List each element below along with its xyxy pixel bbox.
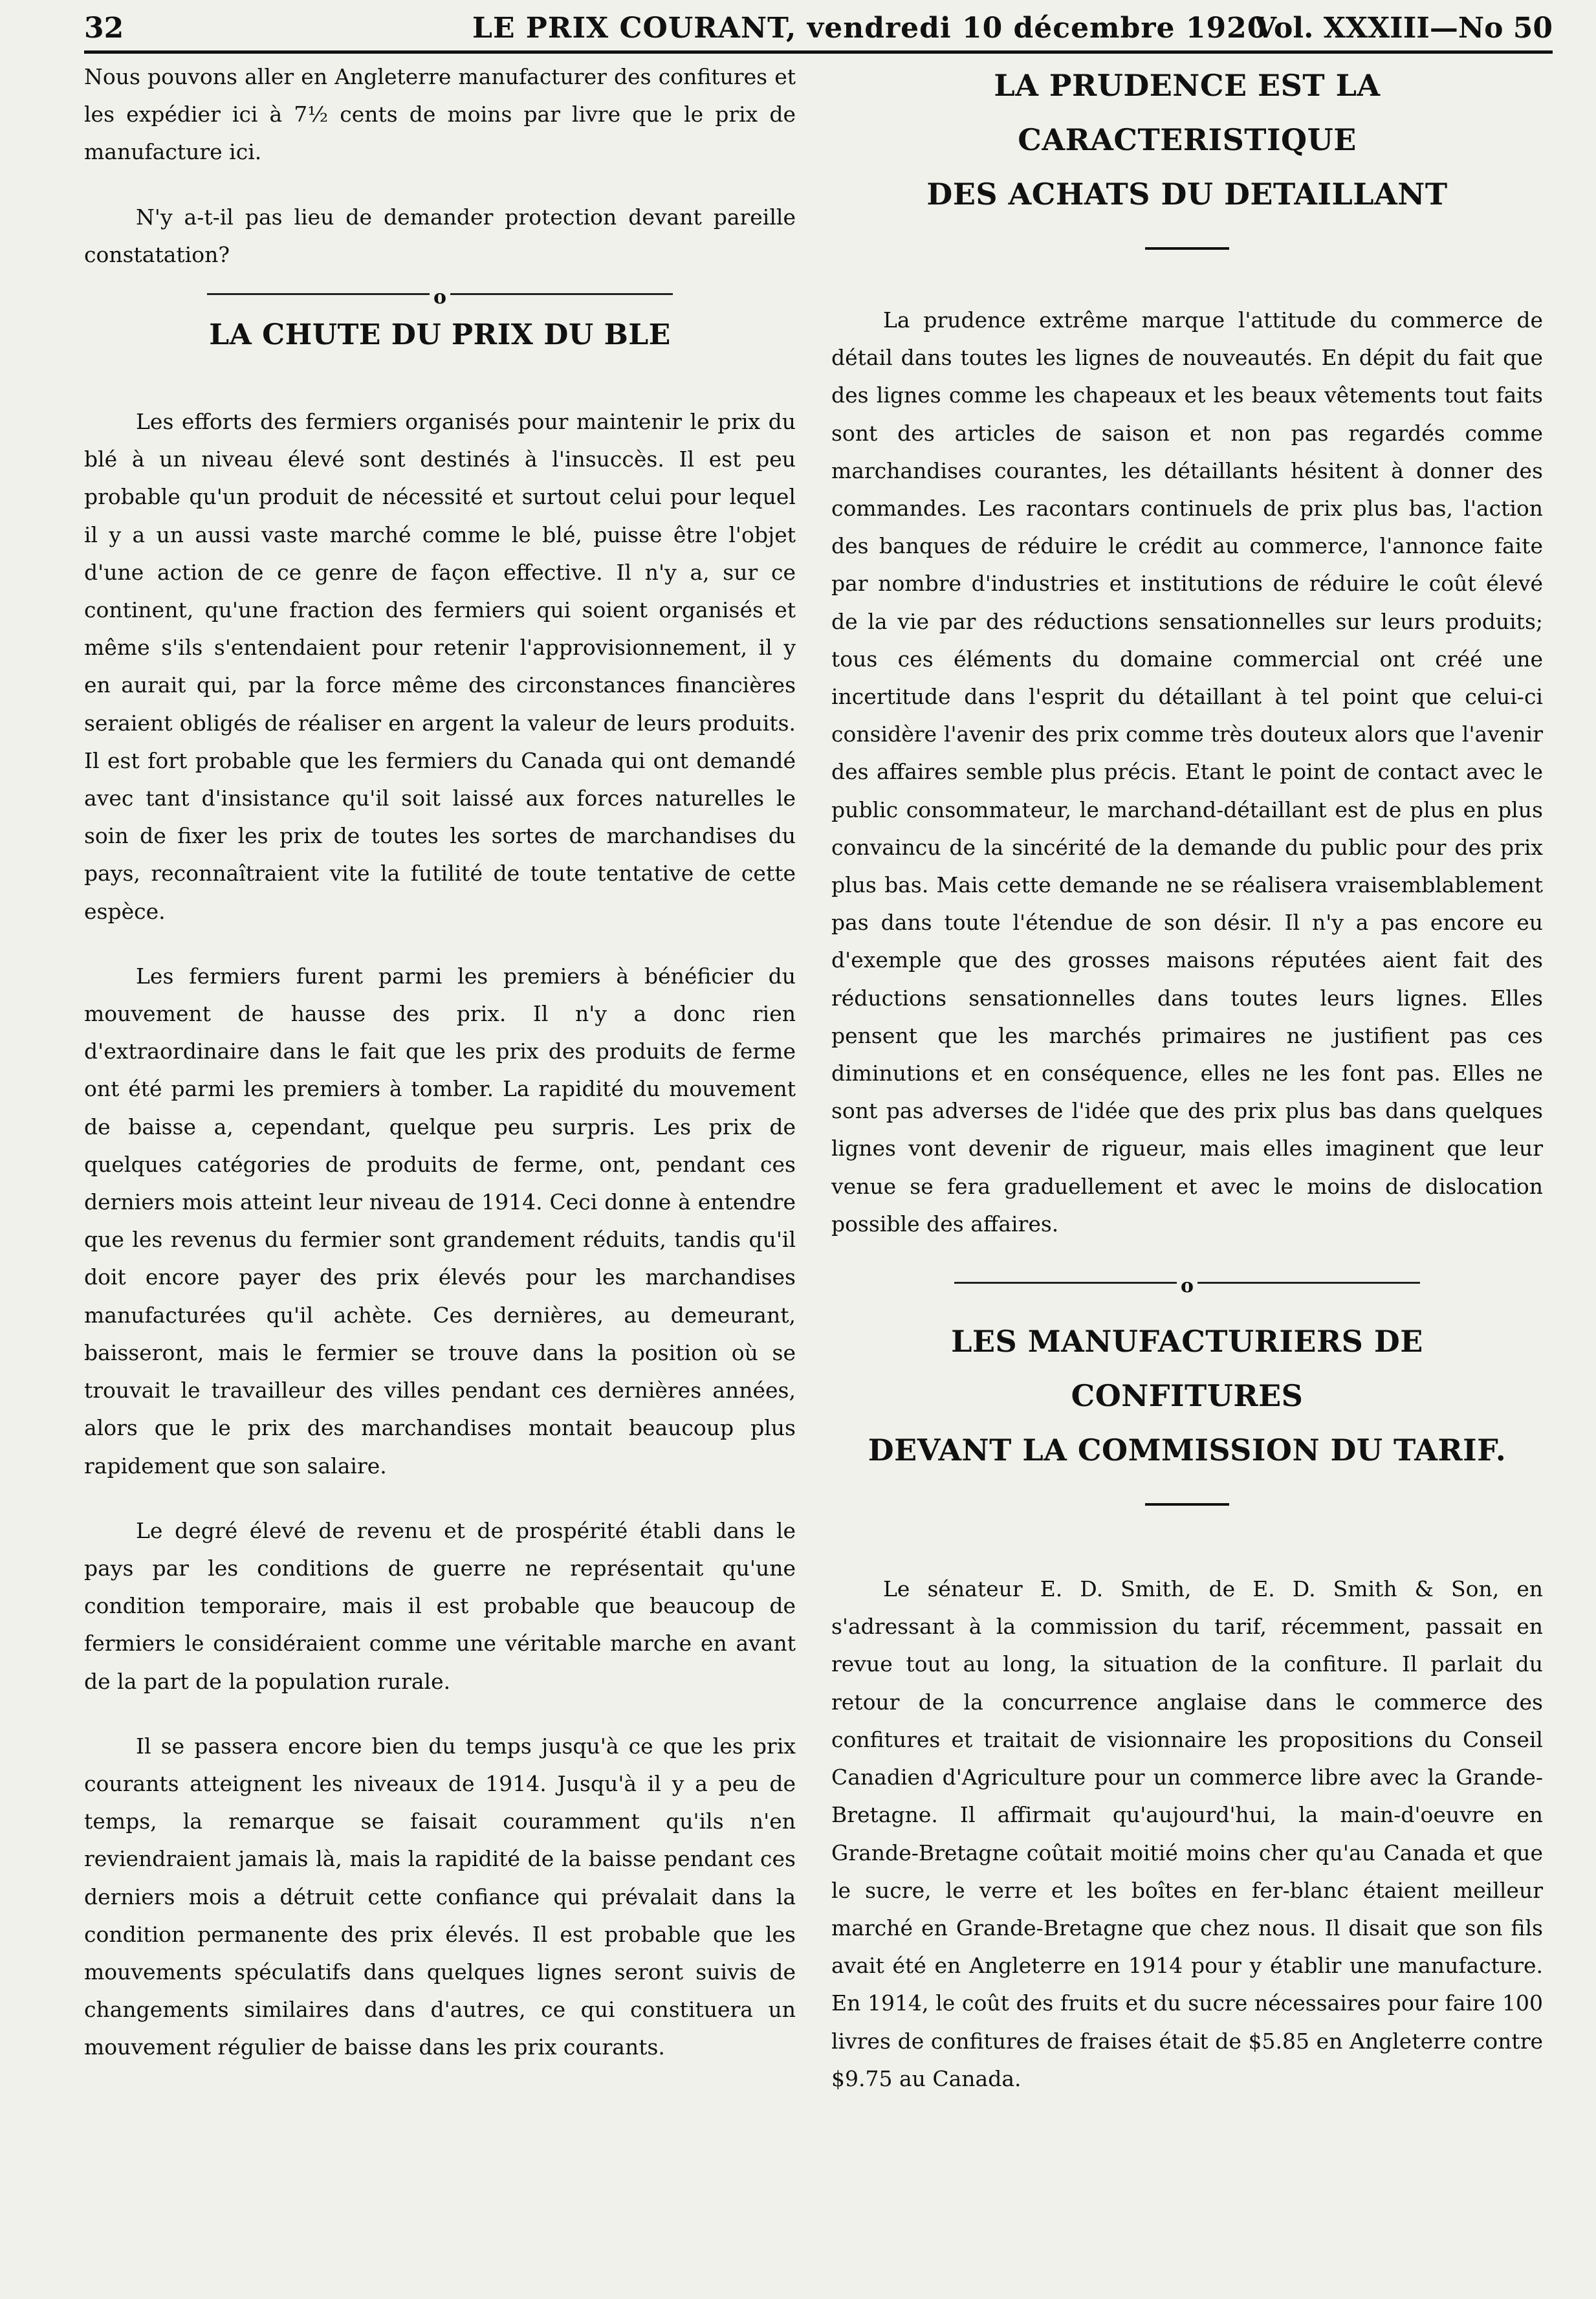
article-title-confitures-line1: LES MANUFACTURIERS DE CONFITURES [951, 1324, 1423, 1414]
body-paragraph: Il se passera encore bien du temps jusqu'à ce que les prix courants atteignent les niveaux de 1914. Jusqu'à il y a peu de temps, la remarque se faisait couramment qu'ils n'en reviendraient jamais là, mais la rapidité de la baisse pendant ces derniers mois a détruit cette confiance qui prévalait dans la condition permanente des prix élevés. Il est probable que les mouvements spéculatifs dans quelques lignes seront suivis de changements similaires dans d'autres, ce qui constituera un mouvement régulier de baisse dans les prix courants. [84, 1733, 796, 2060]
title-rule [1145, 1503, 1229, 1506]
volume-number: Vol. XXXIII—No 50 [1254, 12, 1553, 45]
article-separator [831, 1262, 1543, 1301]
article-title-confitures-line2: DEVANT LA COMMISSION DU TARIF. [868, 1433, 1507, 1468]
page-number: 32 [84, 12, 124, 45]
intro-paragraph: Nous pouvons aller en Angleterre manufacturer des confitures et les expédier ici à 7½ cents de moins par livre que le prix de manufacture ici. [84, 64, 796, 165]
article-title-chute-du-prix: LA CHUTE DU PRIX DU BLE [209, 318, 671, 352]
body-paragraph: Le degré élevé de revenu et de prospérité établi dans le pays par les conditions de guerre ne représentait qu'une condition temporaire, mais il est probable que beaucoup de fermiers le considéraient comme une véritable marche en avant de la part de la population rurale. [84, 1517, 796, 1694]
article-title-prudence-line2: DES ACHATS DU DETAILLANT [926, 177, 1448, 212]
article-title-prudence-line1: LA PRUDENCE EST LA CARACTERISTIQUE [994, 68, 1381, 157]
question-paragraph: N'y a-t-il pas lieu de demander protection devant pareille constatation? [84, 204, 796, 267]
body-paragraph: La prudence extrême marque l'attitude du commerce de détail dans toutes les lignes de nouveautés. En dépit du fait que des lignes comme les chapeaux et les beaux vêtements tout faits sont des articles de saison et non pas regardés comme marchandises courantes, les détaillants hésitent à donner des commandes. Les racontars continuels de prix plus bas, l'action des banques de réduire le crédit au commerce, l'annonce faite par nombre d'industries et institutions de réduire le coût élevé de la vie par des réductions sensationnelles sur leurs produits; tous ces éléments du domaine commercial ont créé une incertitude dans l'esprit du détaillant à tel point que celui-ci considère l'avenir des prix comme très douteux alors que l'avenir des affaires semble plus précis. Etant le point de contact avec le public consommateur, le marchand-détaillant est de plus en plus convaincu de la sincérité de la demande du public pour des prix plus bas. Mais cette demande ne se réalisera vraisemblablement pas dans toute l'étendue de son désir. Il n'y a pas encore eu d'exemple que des grosses maisons réputées aient fait des réductions sensationnelles dans toutes leurs lignes. Elles pensent que les marchés primaires ne justifient pas ces diminutions et en conséquence, elles ne les font pas. Elles ne sont pas adverses de l'idée que des prix plus bas dans quelques lignes vont devenir de rigueur, mais elles imaginent que leur venue se fera graduellement et avec le moins de dislocation possible des affaires. [831, 307, 1543, 1237]
separator-mark: o [430, 279, 450, 316]
body-paragraph: Les efforts des fermiers organisés pour maintenir le prix du blé à un niveau élevé sont destinés à l'insuccès. Il est peu probable qu'un produit de nécessité et surtout celui pour lequel il y a un aussi vaste marché comme le blé, puisse être l'objet d'une action de ce genre de façon effective. Il n'y a, sur ce continent, qu'une fraction des fermiers qui soient organisés et même s'ils s'entendaient pour retenir l'approvisionnement, il y en aurait qui, par la force même des circonstances financières seraient obligés de réaliser en argent la valeur de leurs produits. Il est fort probable que les fermiers du Canada qui ont demandé avec tant d'insistance qu'il soit laissé aux forces naturelles le soin de fixer les prix de toutes les sortes de marchandises du pays, reconnaîtraient vite la futilité de toute tentative de cette espèce. [84, 409, 796, 924]
left-column [84, 58, 796, 2067]
header-rule [84, 50, 1553, 54]
right-column [831, 58, 1543, 2098]
page-header [84, 12, 1553, 52]
article-separator [84, 274, 796, 313]
separator-mark: o [1177, 1268, 1197, 1305]
masthead-title: LE PRIX COURANT, vendredi 10 décembre 1920 [472, 12, 1268, 45]
body-paragraph: Les fermiers furent parmi les premiers à bénéficier du mouvement de hausse des prix. Il n'y a donc rien d'extraordinaire dans le fait que les prix des produits de ferme ont été parmi les premiers à tomber. La rapidité du mouvement de baisse a, cependant, quelque peu surpris. Les prix de quelques catégories de produits de ferme, ont, pendant ces derniers mois atteint leur niveau de 1914. Ceci donne à entendre que les revenus du fermier sont grandement réduits, tandis qu'il doit encore payer des prix élevés pour les marchandises manufacturées qu'il achète. Ces dernières, au demeurant, baisseront, mais le fermier se trouve dans la position où se trouvait le travailleur des villes pendant ces dernières années, alors que le prix des marchandises montait beaucoup plus rapidement que son salaire. [84, 963, 796, 1479]
body-paragraph: Le sénateur E. D. Smith, de E. D. Smith & Son, en s'adressant à la commission du tarif, récemment, passait en revue tout au long, la situation de la confiture. Il parlait du retour de la concurrence anglaise dans le commerce des confitures et traitait de visionnaire les propositions du Conseil Canadien d'Agriculture pour un commerce libre avec la Grande-Bretagne. Il affirmait qu'aujourd'hui, la main-d'oeuvre en Grande-Bretagne coûtait moitié moins cher qu'au Canada et que le sucre, le verre et les boîtes en fer-blanc étaient meilleur marché en Grande-Bretagne que chez nous. Il disait que son fils avait été en Angleterre en 1914 pour y établir une manufacture. En 1914, le coût des fruits et du sucre nécessaires pour faire 100 livres de confitures de fraises était de $5.85 en Angleterre contre $9.75 au Canada. [831, 1576, 1543, 2091]
title-rule [1145, 247, 1229, 250]
